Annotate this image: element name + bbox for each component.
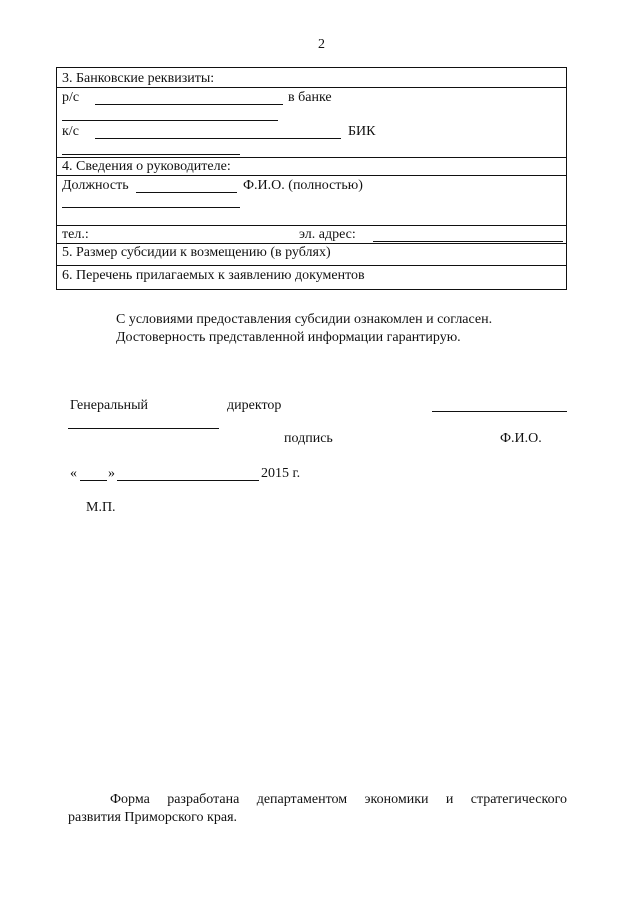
- divider: [57, 157, 566, 158]
- section6-title: 6. Перечень прилагаемых к заявлению документов: [62, 268, 365, 283]
- fio-full-label: Ф.И.О. (полностью): [243, 178, 363, 193]
- rs-field[interactable]: [95, 104, 283, 105]
- footer-line-1: Форма разработана департаментом экономики и стратегического: [110, 792, 567, 807]
- email-field[interactable]: [373, 241, 563, 242]
- footer-note: [68, 791, 567, 827]
- date-close-quote: »: [108, 466, 115, 481]
- rs-label: р/с: [62, 90, 80, 105]
- bik-field[interactable]: [62, 154, 240, 155]
- divider: [57, 243, 566, 244]
- date-year: 2015 г.: [261, 466, 301, 481]
- date-month-field[interactable]: [117, 480, 259, 481]
- bank-label: в банке: [288, 90, 332, 105]
- divider: [57, 87, 566, 88]
- agreement-line-1: С условиями предоставления субсидии ознакомлен и согласен.: [116, 312, 493, 327]
- divider: [57, 175, 566, 176]
- position-title-left: Генеральный: [70, 398, 149, 413]
- fio-caption: Ф.И.О.: [500, 431, 542, 446]
- footer-line-2: развития Приморского края.: [68, 810, 238, 825]
- bik-label: БИК: [348, 124, 376, 139]
- section5-title: 5. Размер субсидии к возмещению (в рублях): [62, 245, 331, 260]
- section3-title: 3. Банковские реквизиты:: [62, 71, 215, 86]
- date-open-quote: «: [70, 466, 77, 481]
- signature-field[interactable]: [432, 411, 567, 412]
- signature-extra-line: [68, 428, 219, 429]
- position-label: Должность: [62, 178, 129, 193]
- requisites-form: [56, 67, 567, 290]
- email-label: эл. адрес:: [299, 227, 356, 242]
- date-day-field[interactable]: [80, 480, 107, 481]
- ks-field[interactable]: [95, 138, 341, 139]
- stamp-label: М.П.: [86, 500, 116, 515]
- fio-full-field[interactable]: [62, 207, 240, 208]
- section4-title: 4. Сведения о руководителе:: [62, 159, 231, 174]
- agreement-line-2: Достоверность представленной информации гарантирую.: [116, 330, 461, 345]
- signature-caption: подпись: [284, 431, 333, 446]
- position-field[interactable]: [136, 192, 237, 193]
- bank-name-field[interactable]: [62, 120, 278, 121]
- position-title-right: директор: [227, 398, 282, 413]
- page-number: 2: [318, 37, 325, 52]
- divider: [57, 225, 566, 226]
- divider: [57, 265, 566, 266]
- ks-label: к/с: [62, 124, 79, 139]
- phone-label: тел.:: [62, 227, 89, 242]
